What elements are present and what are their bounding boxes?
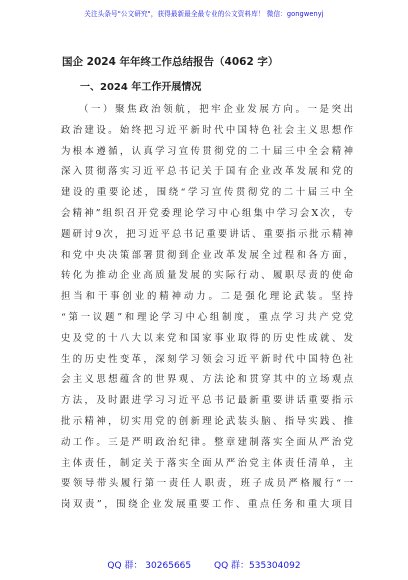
body-line: 岗双责”，围绕企业发展重要工作、重点任务和重大项目 xyxy=(61,499,353,511)
body-line: 建设的重要论述，围绕“学习宣传贯彻党的二十届三中全 xyxy=(61,187,353,199)
body-line: 政治建设。始终把习近平新时代中国特色社会主义思想作 xyxy=(61,124,353,136)
body-text xyxy=(61,100,353,516)
body-line: 会精神”组织召开党委理论学习中心组集中学习会X次，专 xyxy=(61,207,353,219)
body-line: 为根本遵循，认真学习宣传贯彻党的二十届三中全会精神 xyxy=(61,145,353,157)
body-line: 动工作。三是严明政治纪律。整章建制落实全面从严治党 xyxy=(61,436,353,448)
document-title: 国企 2024 年年终工作总结报告（4062 字） xyxy=(62,56,279,68)
body-line: 转化为推动企业高质量发展的实际行动、履职尽责的使命 xyxy=(61,270,353,282)
body-line: 题研讨9次，把习近平总书记重要讲话、重要指示批示精神 xyxy=(61,228,353,240)
footer-qq-group-1: QQ 群： 30265665 xyxy=(107,561,192,571)
footer-contact xyxy=(0,558,408,571)
body-line: 主体责任，制定关于落实全面从严治党主体责任清单，主 xyxy=(61,457,353,469)
body-line: 会主义思想蕴含的世界观、方法论和贯穿其中的立场观点 xyxy=(61,374,353,386)
body-line: （一）聚焦政治领航，把牢企业发展方向。一是突出 xyxy=(79,104,353,115)
body-line: 深入贯彻落实习近平总书记关于国有企业改革发展和党的 xyxy=(61,166,353,178)
body-line: 要领导带头履行第一责任人职责，班子成员严格履行“一 xyxy=(61,478,353,490)
body-line: 史及党的十八大以来党和国家事业取得的历史性成就、发 xyxy=(61,332,353,344)
body-line: 和党中央决策部署贯彻到企业改革发展全过程和各方面， xyxy=(61,249,353,261)
top-banner: 关注头条号"公文研究"，获得最新最全最专业的公文资料库！ 微信：gongwenyj xyxy=(84,10,324,18)
section-heading: 一、2024 年工作开展情况 xyxy=(80,82,202,93)
body-line: 生的历史性变革，深刻学习领会习近平新时代中国特色社 xyxy=(61,353,353,365)
body-line: 批示精神，切实用党的创新理论武装头脑、指导实践、推 xyxy=(61,415,353,427)
body-line: “第一议题”和理论学习中心组制度，重点学习共产党党 xyxy=(61,311,353,323)
footer-qq-group-2: QQ 群：535304092 xyxy=(214,561,301,571)
body-line: 担当和干事创业的精神动力。二是强化理论武装。坚持 xyxy=(61,291,353,303)
body-line: 方法，及时跟进学习习近平总书记最新重要讲话重要指示 xyxy=(61,395,353,407)
